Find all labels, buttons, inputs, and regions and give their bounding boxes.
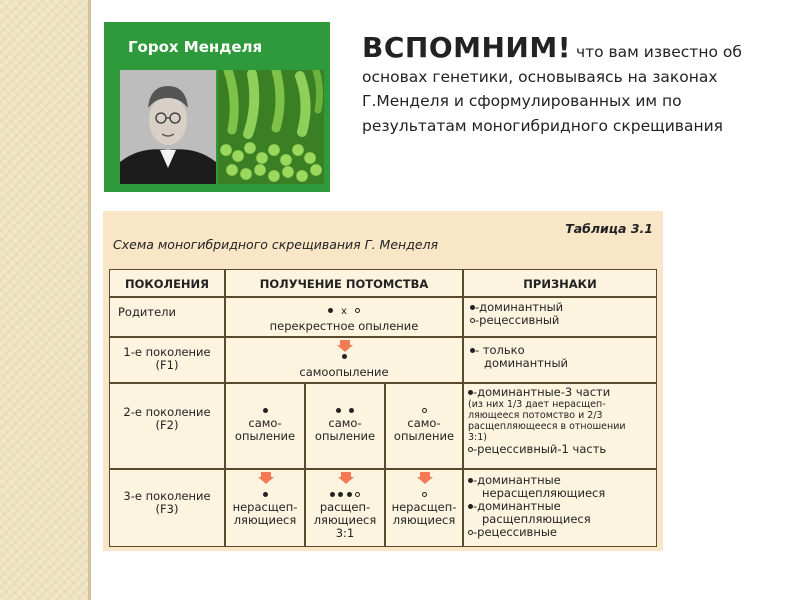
row-parents-traits xyxy=(463,297,657,337)
down-arrow-icon xyxy=(338,472,354,484)
f3-outcome-split xyxy=(305,469,385,547)
dominant-dot-icon xyxy=(330,492,335,497)
recessive-ring-icon xyxy=(355,308,360,313)
table-number: Таблица 3.1 xyxy=(565,221,653,236)
decorative-divider xyxy=(88,0,91,600)
dominant-dot-icon xyxy=(349,408,354,413)
dominant-dot-icon xyxy=(468,504,473,509)
cross-sign: х xyxy=(341,306,347,317)
f3-trait-3: доминантные xyxy=(477,499,561,513)
table-caption: Схема моногибридного скрещивания Г. Менделя xyxy=(113,237,439,252)
trait-recessive: рецессивный xyxy=(479,313,560,327)
f2-method-3-line2: опыление xyxy=(393,429,455,443)
row-f3-traits xyxy=(463,469,657,547)
header-traits: ПРИЗНАКИ xyxy=(463,269,657,297)
f3-outcome-1-line1: нерасщеп- xyxy=(232,500,298,514)
intro-title: ВСПОМНИМ! xyxy=(362,31,571,64)
recessive-ring-icon xyxy=(355,492,360,497)
f2-method-1-line1: само- xyxy=(248,416,282,430)
mendel-table-figure xyxy=(103,211,663,551)
parents-method-text: перекрестное опыление xyxy=(269,319,419,333)
recessive-ring-icon xyxy=(468,530,473,535)
dominant-dot-icon xyxy=(336,408,341,413)
f2-trait-recessive: рецессивный-1 часть xyxy=(477,442,607,456)
mendel-portrait-image xyxy=(120,70,216,184)
dominant-dot-icon xyxy=(468,390,473,395)
f1-label-line2: (F1) xyxy=(155,358,179,372)
dominant-dot-icon xyxy=(470,348,475,353)
recessive-ring-icon xyxy=(470,318,475,323)
f3-trait-1: доминантные xyxy=(477,473,561,487)
row-f1-method xyxy=(225,337,463,383)
trait-line: -доминантные xyxy=(468,500,656,513)
f2-method-recessive xyxy=(385,383,463,469)
trait-line: -рецессивные xyxy=(468,526,656,539)
f3-trait-5: рецессивные xyxy=(477,525,558,539)
f2-trait-note xyxy=(468,399,656,443)
trait-line: - только xyxy=(470,344,656,357)
trait-line: -доминантные-3 части xyxy=(468,386,656,399)
mendel-photo-card xyxy=(104,22,330,192)
dominant-dot-icon xyxy=(342,354,347,359)
f2-method-heterozygous xyxy=(305,383,385,469)
f3-outcome-recessive xyxy=(385,469,463,547)
f3-outcome-3-line1: нерасщеп- xyxy=(391,500,457,514)
dominant-dot-icon xyxy=(328,308,333,313)
f2-trait-dominant: доминантные-3 части xyxy=(477,385,611,399)
header-generations: ПОКОЛЕНИЯ xyxy=(109,269,225,297)
down-arrow-icon xyxy=(258,472,274,484)
f2-method-2-line2: опыление xyxy=(314,429,376,443)
down-arrow-icon xyxy=(337,340,353,352)
f3-outcome-2-line2: ляющиеся xyxy=(313,513,377,527)
dominant-dot-icon xyxy=(347,492,352,497)
row-f2-traits xyxy=(463,383,657,469)
f3-outcome-dominant xyxy=(225,469,305,547)
parents-label: Родители xyxy=(118,305,176,319)
f2-note-line2: ляющееся потомство и 2/3 xyxy=(468,410,603,421)
cross-symbols xyxy=(226,304,462,318)
row-parents-label xyxy=(109,297,225,337)
f2-label-line1: 2-е поколение xyxy=(123,405,211,419)
f3-outcome-1-line2: ляющиеся xyxy=(233,513,297,527)
f3-outcome-2-line1: расщеп- xyxy=(319,500,371,514)
down-arrow-icon xyxy=(417,472,433,484)
f3-outcome-3-line2: ляющиеся xyxy=(392,513,456,527)
f3-trait-4: расщепляющиеся xyxy=(482,512,591,526)
f1-trait-1: только xyxy=(482,343,525,357)
trait-dominant: доминантный xyxy=(479,300,564,314)
dominant-dot-icon xyxy=(338,492,343,497)
dominant-dot-icon xyxy=(263,492,268,497)
f2-method-3-line1: само- xyxy=(407,416,441,430)
trait-line: -рецессивный xyxy=(470,314,656,327)
decorative-side-strip xyxy=(0,0,88,600)
recessive-ring-icon xyxy=(422,408,427,413)
dominant-dot-icon xyxy=(470,305,475,310)
dominant-dot-icon xyxy=(468,478,473,483)
mendel-table xyxy=(109,269,657,547)
row-parents-method xyxy=(225,297,463,337)
f2-note-line4: 3:1) xyxy=(468,432,487,443)
f2-method-dominant xyxy=(225,383,305,469)
row-f3-label xyxy=(109,469,225,547)
intro-text: что вам известно об основах генетики, основываясь на законах Г.Менделя и сформулированных им по результатам моногибридного скрещивания xyxy=(362,43,742,135)
f2-method-1-line2: опыление xyxy=(234,429,296,443)
f1-label-line1: 1-е поколение xyxy=(123,345,211,359)
header-offspring: ПОЛУЧЕНИЕ ПОТОМСТВА xyxy=(225,269,463,297)
row-f1-label xyxy=(109,337,225,383)
dominant-dot-icon xyxy=(263,408,268,413)
recessive-ring-icon xyxy=(468,447,473,452)
row-f1-traits xyxy=(463,337,657,383)
f1-trait-2: доминантный xyxy=(484,356,568,370)
f1-method-text: самоопыление xyxy=(299,365,389,379)
f3-label-line2: (F3) xyxy=(155,502,179,516)
intro-question xyxy=(362,31,782,138)
f3-label-line1: 3-е поколение xyxy=(123,489,211,503)
f2-method-2-line1: само- xyxy=(328,416,362,430)
f3-trait-2: нерасщепляющиеся xyxy=(482,486,606,500)
f2-label-line2: (F2) xyxy=(155,418,179,432)
trait-line: -доминантные xyxy=(468,474,656,487)
f2-note-line1: (из них 1/3 дает нерасщеп- xyxy=(468,399,606,410)
recessive-ring-icon xyxy=(422,492,427,497)
photo-title: Горох Менделя xyxy=(128,38,263,56)
f2-note-line3: расщепляющееся в отношении xyxy=(468,421,626,432)
trait-line: -рецессивный-1 часть xyxy=(468,443,656,456)
pea-pods-image xyxy=(218,70,324,184)
trait-line: -доминантный xyxy=(470,301,656,314)
row-f2-label xyxy=(109,383,225,469)
f3-outcome-2-ratio: 3:1 xyxy=(335,526,355,540)
